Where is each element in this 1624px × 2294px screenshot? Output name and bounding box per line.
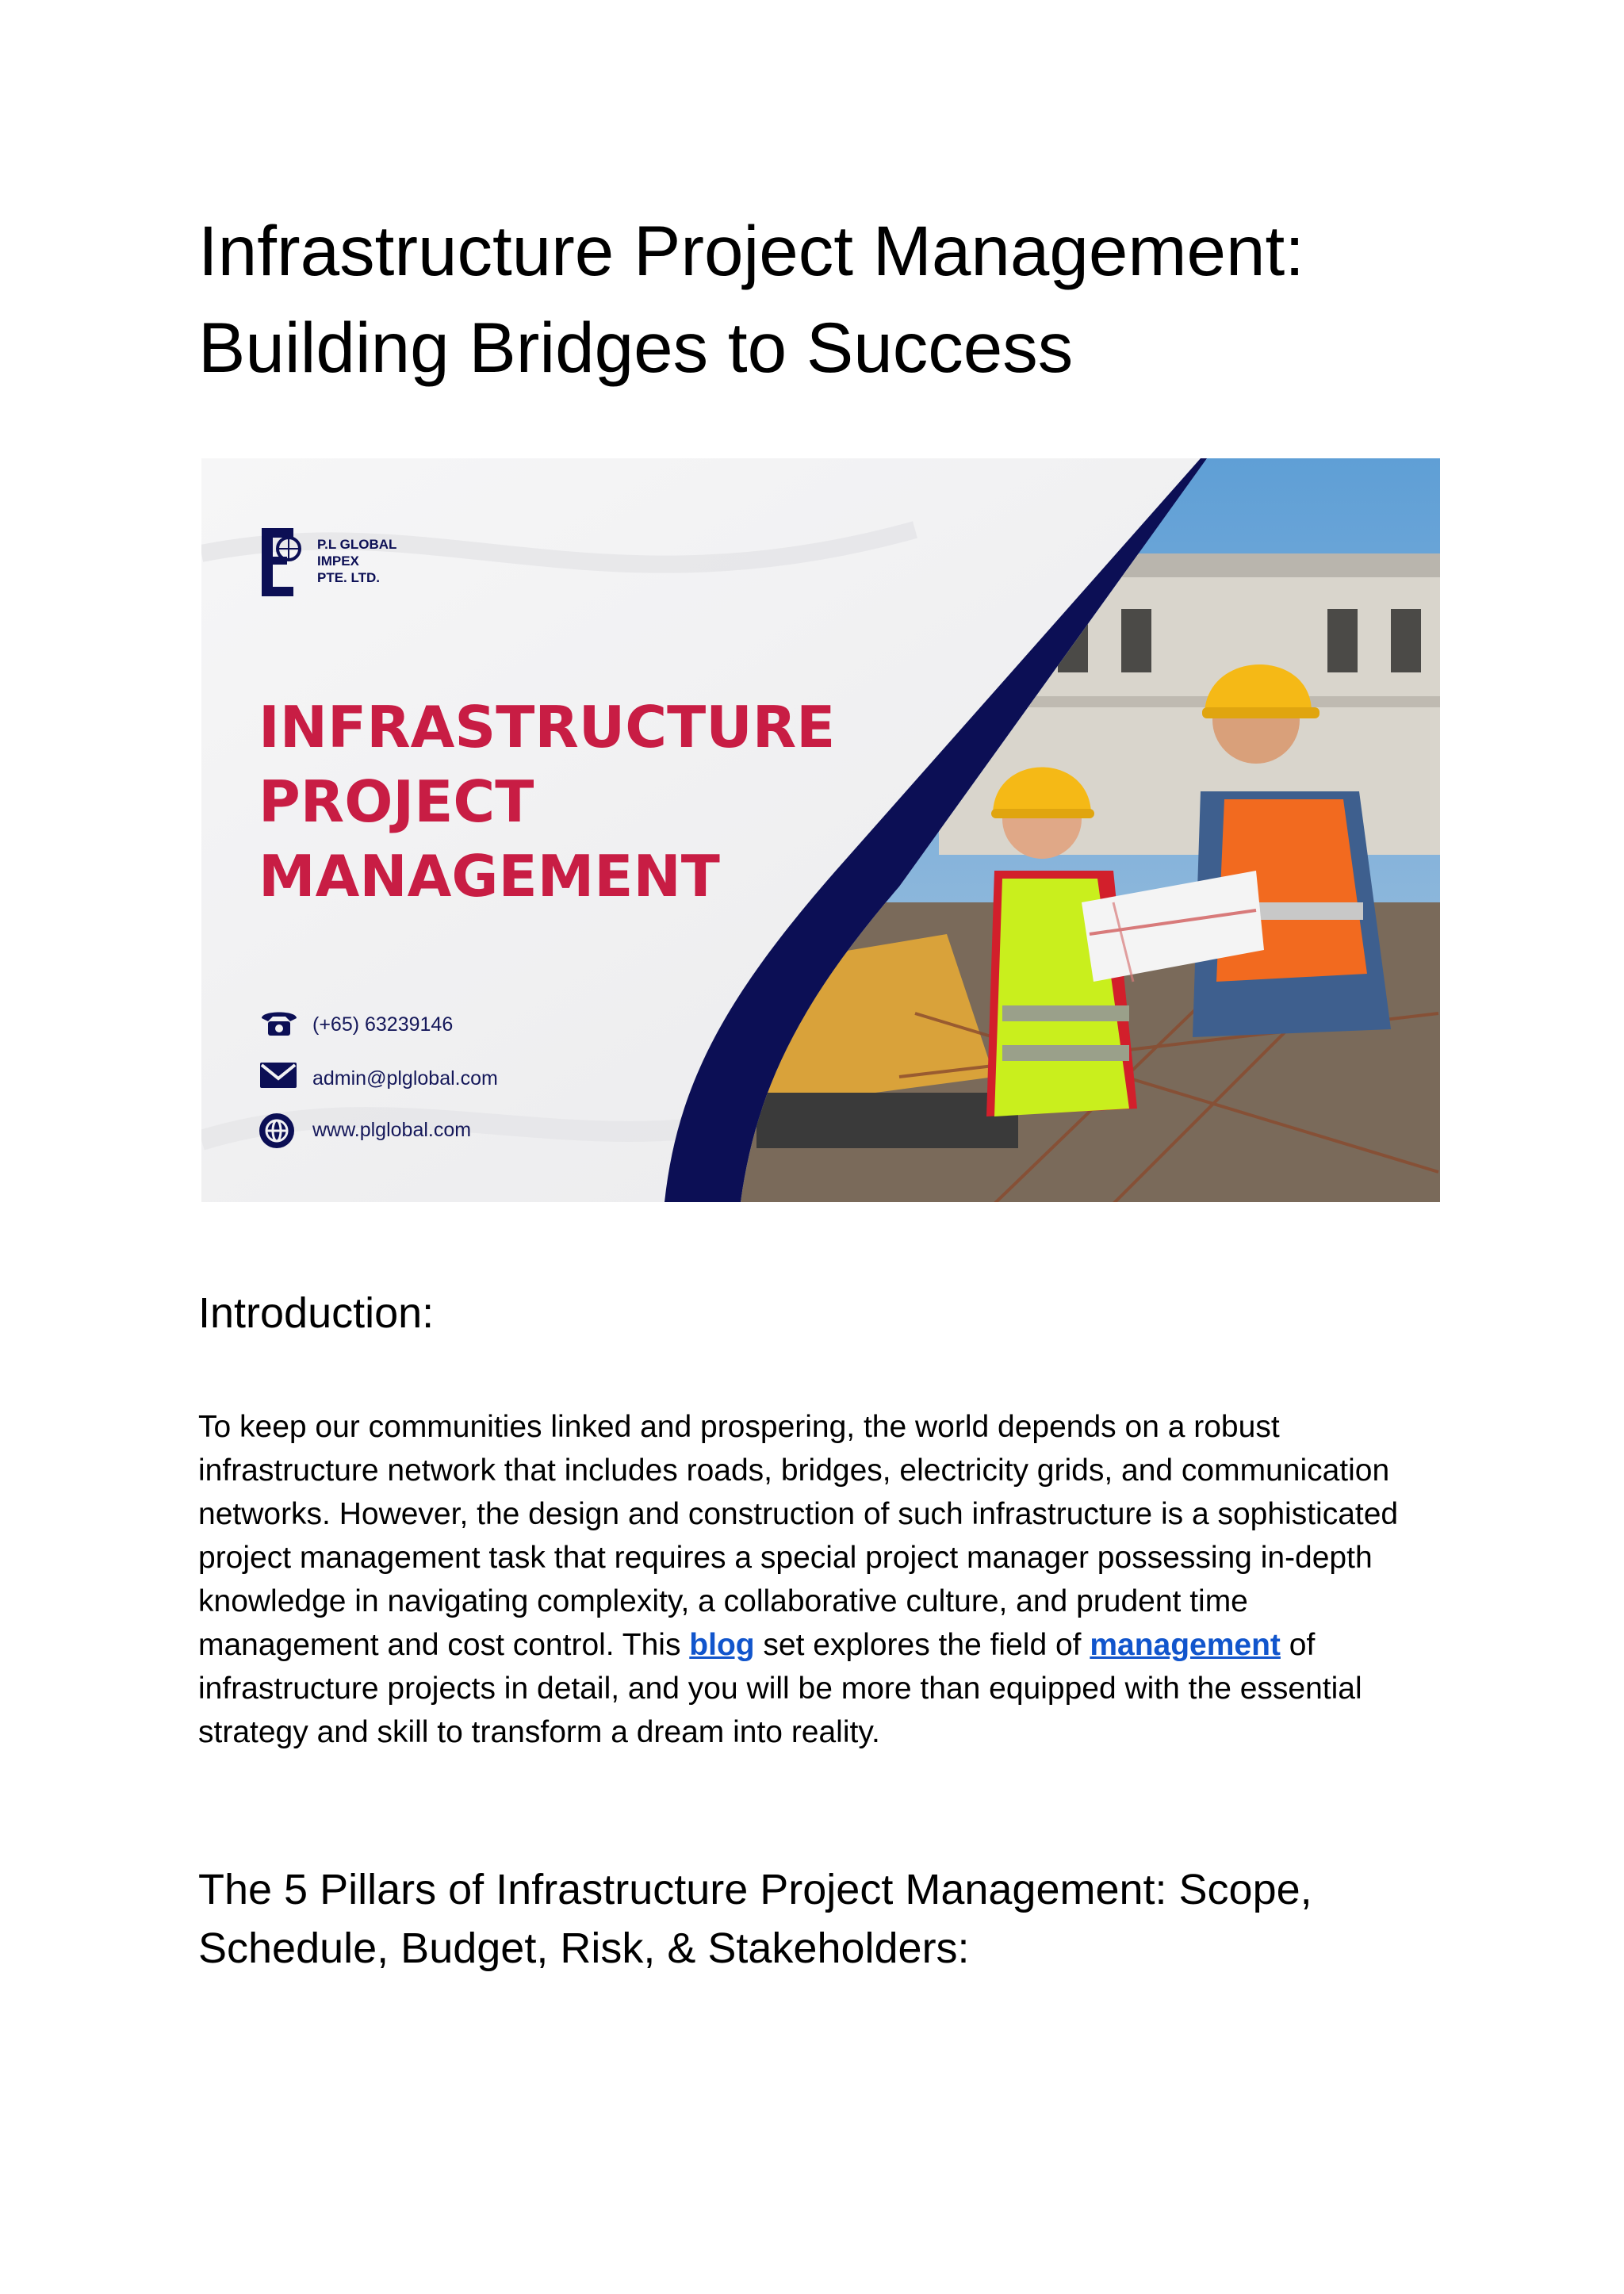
company-logo [257, 525, 416, 601]
contact-email [259, 1061, 498, 1096]
intro-text-3: of infrastructure projects in detail, and you will be more than equipped with the essential strategy and skill to transform a dream into reality. [198, 1628, 1362, 1749]
management-link[interactable]: management [1090, 1628, 1281, 1662]
intro-text-1: To keep our communities linked and prospering, the world depends on a robust infrastructure network that includes roads, bridges, electricity grids, and communication networks. However, the design and construction of such infrastructure is a sophisticated project management task that requires a special project manager possessing in-depth knowledge in navigating complexity, a collaborative culture, and prudent time management and cost control. This [198, 1410, 1399, 1662]
document-title [198, 202, 1467, 396]
banner-heading-line: MANAGEMENT [259, 843, 720, 910]
logo-mark-icon [257, 525, 312, 599]
introduction-heading: Introduction: [198, 1289, 435, 1337]
envelope-icon [259, 1061, 300, 1096]
website-url: www.plglobal.com [312, 1118, 472, 1141]
hero-banner-image [201, 458, 1440, 1202]
telephone-icon [259, 1007, 300, 1042]
contact-phone [259, 1007, 453, 1042]
logo-line: P.L GLOBAL [317, 537, 397, 552]
logo-text [317, 536, 396, 586]
title-line-1: Infrastructure Project Management: [198, 211, 1304, 290]
logo-line: PTE. LTD. [317, 570, 381, 585]
phone-number: (+65) 63239146 [312, 1013, 454, 1036]
banner-heading-line: PROJECT [259, 768, 534, 835]
pillars-heading: The 5 Pillars of Infrastructure Project Management: Scope, Schedule, Budget, Risk, & Stakeholders: [198, 1866, 1312, 1972]
contact-website [259, 1113, 471, 1147]
intro-text-2: set explores the field of [754, 1628, 1090, 1662]
banner-heading-line: INFRASTRUCTURE [259, 694, 836, 760]
email-address: admin@plglobal.com [312, 1067, 498, 1090]
title-line-2: Building Bridges to Success [198, 308, 1074, 387]
globe-icon [259, 1113, 300, 1147]
logo-line: IMPEX [317, 553, 359, 569]
introduction-paragraph [198, 1405, 1435, 1754]
banner-heading [259, 690, 835, 913]
blog-link[interactable]: blog [689, 1628, 755, 1662]
